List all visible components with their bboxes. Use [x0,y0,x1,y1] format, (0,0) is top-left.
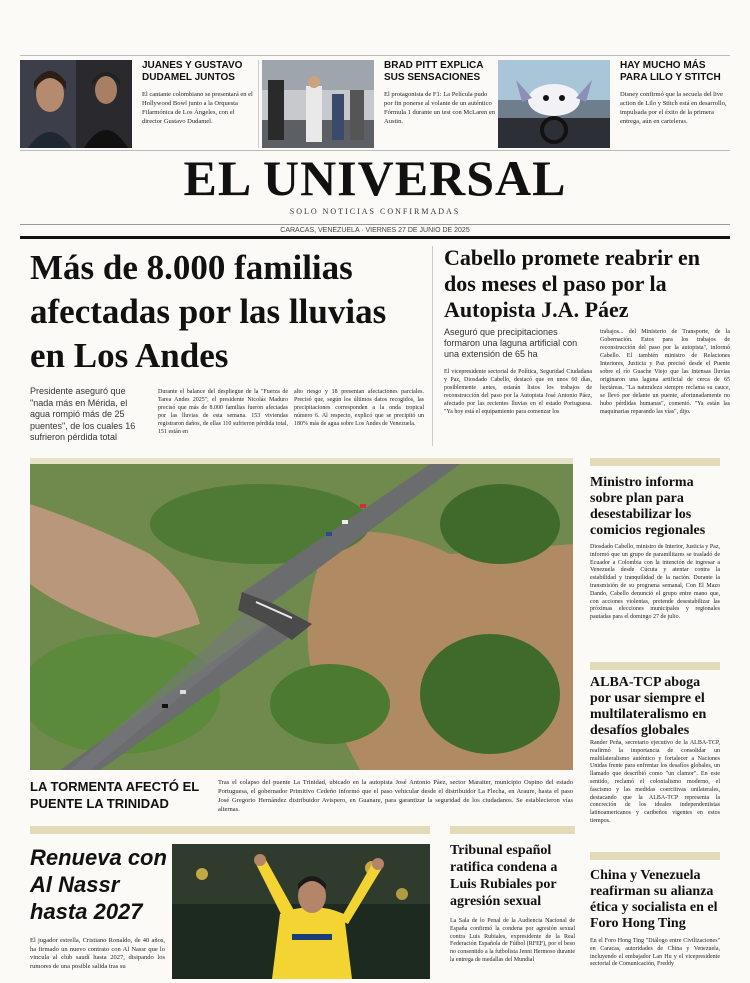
tribunal-headline[interactable]: Tribunal español ratifica condena a Luis Rubiales por agresión sexual [450,843,558,909]
promo-juanes-title: JUANES Y GUSTAVO DUDAMEL JUNTOS [142,60,243,83]
sidebar-headline-ministro[interactable]: Ministro informa sobre plan para desestabilizar los comicios regionales [590,475,706,538]
ronaldo-text: El jugador estrella, Cristiano Ronaldo, de 40 años, ha firmado un nuevo contrato con Al Nassr que lo vincula al club saudí hasta 2027, disipando los rumores de una posible salida tras su [30,937,165,970]
promo-brad-pitt[interactable] [262,60,498,148]
promo-brad-pitt-photo [262,60,374,148]
sidebar-headline-alba[interactable]: ALBA-TCP aboga por usar siempre el multilateralismo en desafíos globales [590,675,707,738]
promo-brad-pitt-text: El protagonista de F1: La Película pudo por fin ponerse al volante de un auténtico Fórmula 1 durante un test con McLaren en Austin. [384,91,496,125]
ronaldo-photo[interactable] [172,844,430,979]
sidebar-accent-bar [590,458,720,466]
masthead-tagline: SOLO NOTICIAS CONFIRMADAS [289,207,461,216]
masthead-rule [20,236,730,239]
cabello-headline[interactable]: Cabello promete reabrir en dos meses el paso por la Autopista J.A. Páez [444,245,701,322]
promo-strip [20,55,730,151]
column-divider [432,246,433,446]
photo-caption-text: Tras el colapso del puente La Trinidad, ubicado en la autopista José Antonio Páez, sector Maraiter, municipio Ospino del estado Portuguesa, el gobernador Primitivo Cedeño informó que el paso vehicular desde el distribuidor La Flecha, en Araure, hasta el paso José Gregorio Hernández distribuidor Avispero, en Guanare, para garantizar la seguridad de los ciudadanos. Se establecieron vías alternas. [218,779,573,813]
lead-summary: Presidente aseguró que "nada más en Mérida, el agua rompió más de 25 puentes", de los cuales 16 sufrieron pérdida total [30,386,136,442]
promo-lilo-stitch-photo [498,60,610,148]
divider [258,60,259,148]
promo-lilo-stitch-title: HAY MUCHO MÁS PARA LILO Y STITCH [620,60,721,83]
promo-juanes-text: El cantante colombiano se presentará en el Hollywood Bowl junto a la Orquesta Filarmónica de Los Ángeles, con el director Gustavo Dudamel. [142,91,253,125]
section-accent-bar [30,826,430,834]
cabello-summary: Aseguró que precipitaciones formaron una laguna artificial con una extensión de 65 ha [444,327,578,359]
promo-lilo-stitch-text: Disney confirmó que la secuela del live action de Lilo y Stitch está en desarrollo, impulsada por el éxito de la primera entrega, aún en carteleras. [620,91,727,125]
sidebar-text-ministro: Diosdado Cabello, ministro de Interior, Justicia y Paz, informó que un grupo de paramilitares se trasladó de Ecuador a Colombia con la intención de ingresar a Venezuela desde Cúcuta y atentar contra la estabilidad y tranquilidad de la nación. Durante la transmisión de su programa semanal, Con El Mazo Dando, Cabello denunció el grupo entre mano que, con acciones violentas, pretende desestabilizar las próximas elecciones municipales y regionales pautadas para el domingo 27 de julio. [590,544,720,621]
lead-headline[interactable]: Más de 8.000 familias afectadas por las lluvias en Los Andes [30,248,387,375]
promo-juanes-photo [20,60,132,148]
dateline: CARACAS, VENEZUELA · VIERNES 27 DE JUNIO DE 2025 [20,224,730,238]
promo-brad-pitt-title: BRAD PITT EXPLICA SUS SENSACIONES [384,60,484,83]
tribunal-text: La Sala de lo Penal de la Audiencia Nacional de España confirmó la condena por agresión sexual contra Luis Rubiales, expresidente de la Real Federación Española de Fútbol (RFEF), por el beso no consentido a la futbolista Jenni Hermoso durante la entrega de medallas del Mundial [450,918,575,963]
cabello-body-col-1: El vicepresidente sectorial de Política, Seguridad Ciudadana y Paz, Diosdado Cabello, destacó que en unos 60 días, posiblemente antes, estarán listos los trabajos de reconstrucción del paso por la Autopista José Antonio Páez, afectado por las recientes lluvias en el estado Portuguesa. "Ya hoy está el equipamiento para comenzar los [444,369,592,415]
cabello-body-col-2: trabajos... del Ministerio de Transporte, de la Gobernación. Estos para los trabajos de reconstrucción del paso por la autopista", informó Cabello. El también ministro de Relaciones Interiores, Justicia y Paz precisó desde el Puente sobre el río Guache Viejo que las intensas lluvias originaron una laguna artificial de cerca de 65 hectáreas. "La naturaleza siempre reclama su cauce, se llevó por delante un puente, afortunadamente no hubo pérdidas humanas", comentó. "Ya están las maquinarias reparando las vías", dijo. [600,329,730,415]
section-accent-bar [450,826,575,834]
sidebar-accent-bar [590,662,720,670]
photo-caption-headline[interactable]: LA TORMENTA AFECTÓ EL PUENTE LA TRINIDAD [30,779,199,811]
sidebar-text-alba: Rander Peña, secretario ejecutivo de la ALBA-TCP, reafirmó la importancia de consolidar un multilateralismo auténtico y fortalecer a Naciones Unidas frente para enfrentar los desafíos globales, un llamado que describió como "un clamor". En este sentido, reclamó el colonialismo moderno, el fascismo y las medidas coercitivas unilaterales, destacando que la ALBA-TCP representa la concreción de los ideales independentistas latinoamericanos y caribeños vigentes en estos tiempos. [590,740,720,824]
sidebar-accent-bar [590,852,720,860]
lead-body-col-1: Durante el balance del despliegue de la "Fuerza de Tarea Andes 2025", el presidente Nicolás Maduro precisó que más de 8.000 familias fueron afectadas por las lluvias de esta semana. 153 viviendas registraron daños, de ellas 110 sufrieron pérdida total, 151 están en [158,389,288,435]
promo-lilo-stitch[interactable] [498,60,734,148]
bridge-collapse-photo[interactable] [30,458,573,770]
ronaldo-headline[interactable]: Renueva con Al Nassr hasta 2027 [30,845,167,924]
sidebar-text-china: En el Foro Hong Ting "Diálogo entre Civilizaciones" en Caracas, autoridades de China y Venezuela, incluyendo el embajador Lan Hu y el vicepresidente sectorial de Comunicación, Freddy [590,938,720,968]
masthead-title[interactable]: EL UNIVERSAL [183,150,567,206]
lead-body-col-2: alto riesgo y 18 presentan afectaciones parciales. Precisó que, según los últimos datos recogidos, las precipitaciones corresponden a la onda tropical número 6. Al respecto, explicó que se precipitó un 180% más de agua sobre Los Andes de Venezuela. [294,389,424,427]
promo-juanes[interactable] [20,60,256,148]
sidebar-headline-china[interactable]: China y Venezuela reafirman su alianza ética y socialista en el Foro Hong Ting [590,868,718,931]
